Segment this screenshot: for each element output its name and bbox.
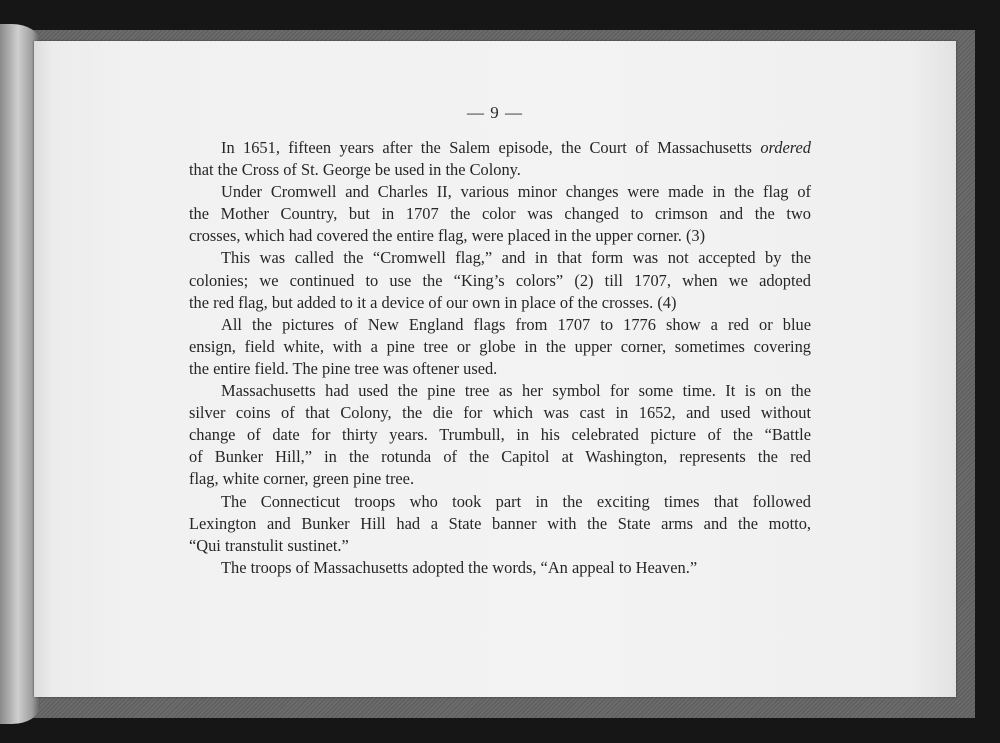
text-line: Massachusetts had used the pine tree as her symbol for some time. It is on the xyxy=(221,381,811,401)
paragraph xyxy=(189,247,811,313)
text-line: that the Cross of St. George be used in the Colony. xyxy=(189,160,521,180)
paragraph xyxy=(189,557,811,579)
text-line: of Bunker Hill,” in the rotunda of the Capitol at Washington, represents the red xyxy=(189,447,811,467)
paragraph xyxy=(189,491,811,557)
text-line: In 1651, fifteen years after the Salem episode, the Court of Massachusetts ordered xyxy=(221,138,811,157)
text-line: change of date for thirty years. Trumbull, in his celebrated picture of the “Battle xyxy=(189,425,811,445)
text-line: The troops of Massachusetts adopted the words, “An appeal to Heaven.” xyxy=(221,557,698,577)
text-line: the red flag, but added to it a device of our own in place of the crosses. (4) xyxy=(189,292,677,312)
text-line: “Qui transtulit sustinet.” xyxy=(189,535,349,555)
body-text xyxy=(189,137,811,579)
page-number: — 9 — xyxy=(467,103,523,122)
emphasized-word: ordered xyxy=(760,138,811,157)
text-line: the Mother Country, but in 1707 the color was changed to crimson and the two xyxy=(189,204,811,224)
text-line: silver coins of that Colony, the die for which was cast in 1652, and used without xyxy=(189,403,811,423)
text-line: ensign, field white, with a pine tree or globe in the upper corner, sometimes covering xyxy=(189,336,811,356)
text-line: Lexington and Bunker Hill had a State banner with the State arms and the motto, xyxy=(189,513,811,533)
paragraph xyxy=(189,137,811,181)
text-line: This was called the “Cromwell flag,” and in that form was not accepted by the xyxy=(221,248,811,268)
text-line: the entire field. The pine tree was oftener used. xyxy=(189,358,498,378)
text-line: Under Cromwell and Charles II, various minor changes were made in the flag of xyxy=(221,182,811,202)
book-page xyxy=(34,41,956,697)
text-line: crosses, which had covered the entire flag, were placed in the upper corner. (3) xyxy=(189,226,706,246)
paragraph xyxy=(189,314,811,380)
text-line: colonies; we continued to use the “King’s colors” (2) till 1707, when we adopted xyxy=(189,270,811,290)
paragraph xyxy=(189,181,811,247)
text-line: flag, white corner, green pine tree. xyxy=(189,469,415,489)
text-line: The Connecticut troops who took part in the exciting times that followed xyxy=(221,491,811,511)
paragraph xyxy=(189,380,811,490)
text-line: All the pictures of New England flags from 1707 to 1776 show a red or blue xyxy=(221,314,811,334)
